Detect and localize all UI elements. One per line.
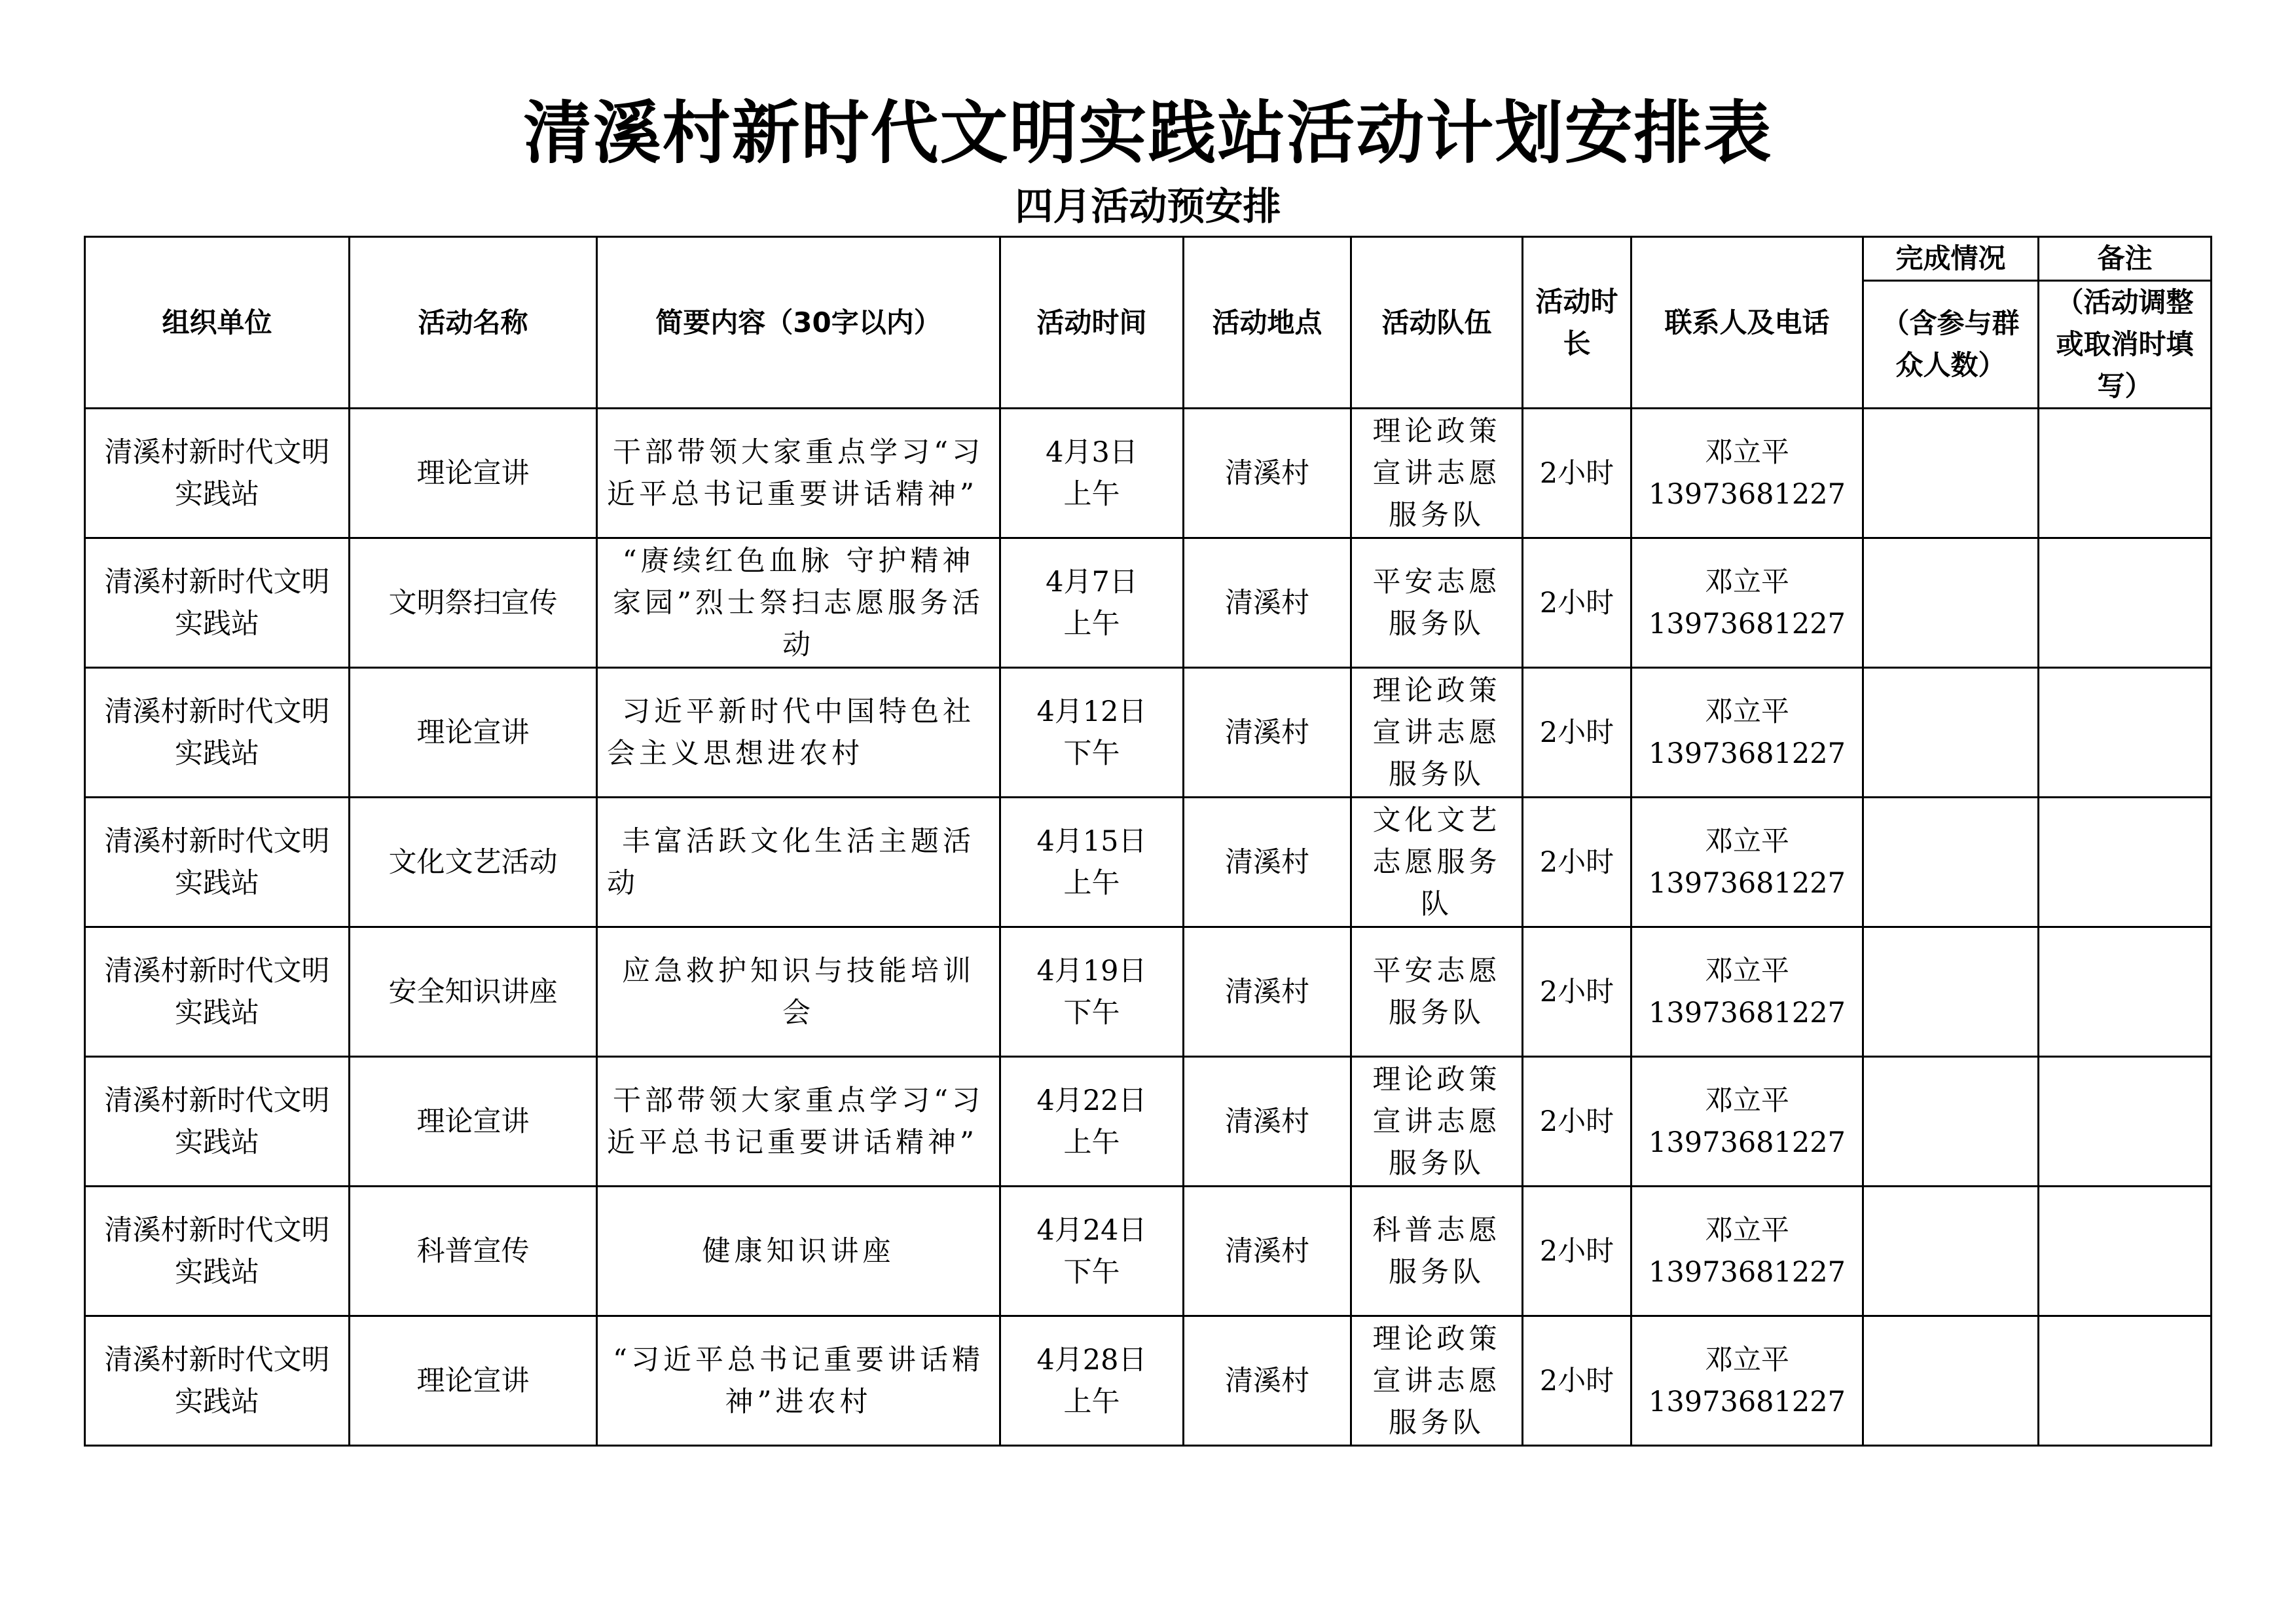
header-activity-name: 活动名称 bbox=[350, 237, 597, 409]
header-remark-title: 备注 bbox=[2039, 237, 2212, 281]
time-date: 4月7日 bbox=[1046, 565, 1138, 599]
contact-phone: 13973681227 bbox=[1649, 1126, 1846, 1159]
cell-place: 清溪村 bbox=[1184, 668, 1351, 798]
contact-name: 邓立平 bbox=[1705, 435, 1789, 469]
time-period: 下午 bbox=[1063, 996, 1120, 1029]
header-duration: 活动时长 bbox=[1523, 237, 1631, 409]
cell-content: 应急救护知识与技能培训会 bbox=[597, 927, 1000, 1057]
cell-activity-name: 文明祭扫宣传 bbox=[350, 538, 597, 668]
cell-remark bbox=[2039, 798, 2212, 927]
contact-name: 邓立平 bbox=[1705, 954, 1789, 987]
contact-name: 邓立平 bbox=[1705, 1084, 1789, 1117]
cell-org: 清溪村新时代文明实践站 bbox=[85, 1057, 350, 1187]
cell-org: 清溪村新时代文明实践站 bbox=[85, 927, 350, 1057]
cell-contact bbox=[1631, 538, 1863, 668]
table-row bbox=[85, 1187, 2212, 1316]
table-row bbox=[85, 798, 2212, 927]
time-date: 4月28日 bbox=[1036, 1343, 1147, 1376]
cell-contact bbox=[1631, 1187, 1863, 1316]
cell-contact bbox=[1631, 409, 1863, 538]
cell-duration: 2小时 bbox=[1523, 798, 1631, 927]
cell-content: 丰富活跃文化生活主题活动 bbox=[597, 798, 1000, 927]
cell-time bbox=[1000, 927, 1184, 1057]
cell-team: 科普志愿服务队 bbox=[1351, 1187, 1523, 1316]
cell-place: 清溪村 bbox=[1184, 409, 1351, 538]
time-period: 下午 bbox=[1063, 1255, 1120, 1289]
cell-completion bbox=[1863, 1057, 2039, 1187]
contact-phone: 13973681227 bbox=[1649, 477, 1846, 511]
time-period: 上午 bbox=[1063, 1126, 1120, 1159]
cell-completion bbox=[1863, 538, 2039, 668]
cell-org: 清溪村新时代文明实践站 bbox=[85, 1316, 350, 1446]
contact-name: 邓立平 bbox=[1705, 1213, 1789, 1247]
contact-name: 邓立平 bbox=[1705, 565, 1789, 599]
cell-contact bbox=[1631, 668, 1863, 798]
cell-completion bbox=[1863, 798, 2039, 927]
cell-contact bbox=[1631, 1057, 1863, 1187]
cell-team: 平安志愿服务队 bbox=[1351, 927, 1523, 1057]
cell-contact bbox=[1631, 927, 1863, 1057]
cell-time bbox=[1000, 409, 1184, 538]
header-contact: 联系人及电话 bbox=[1631, 237, 1863, 409]
contact-phone: 13973681227 bbox=[1649, 1255, 1846, 1289]
cell-org: 清溪村新时代文明实践站 bbox=[85, 798, 350, 927]
header-completion-title: 完成情况 bbox=[1863, 237, 2039, 281]
contact-phone: 13973681227 bbox=[1649, 607, 1846, 640]
cell-content: 干部带领大家重点学习“习近平总书记重要讲话精神” bbox=[597, 1057, 1000, 1187]
cell-activity-name: 安全知识讲座 bbox=[350, 927, 597, 1057]
cell-place: 清溪村 bbox=[1184, 927, 1351, 1057]
table-row bbox=[85, 668, 2212, 798]
cell-activity-name: 理论宣讲 bbox=[350, 668, 597, 798]
header-remark-note: （活动调整或取消时填写） bbox=[2039, 281, 2212, 409]
table-row bbox=[85, 409, 2212, 538]
cell-activity-name: 理论宣讲 bbox=[350, 409, 597, 538]
cell-time bbox=[1000, 1187, 1184, 1316]
header-completion-note: （含参与群众人数） bbox=[1863, 281, 2039, 409]
time-period: 上午 bbox=[1063, 1385, 1120, 1418]
cell-remark bbox=[2039, 1316, 2212, 1446]
cell-team: 理论政策宣讲志愿服务队 bbox=[1351, 409, 1523, 538]
cell-time bbox=[1000, 668, 1184, 798]
cell-content: “习近平总书记重要讲话精神”进农村 bbox=[597, 1316, 1000, 1446]
cell-completion bbox=[1863, 1316, 2039, 1446]
cell-time bbox=[1000, 538, 1184, 668]
cell-remark bbox=[2039, 668, 2212, 798]
contact-phone: 13973681227 bbox=[1649, 1385, 1846, 1418]
time-date: 4月24日 bbox=[1036, 1213, 1147, 1247]
cell-duration: 2小时 bbox=[1523, 1316, 1631, 1446]
table-body bbox=[85, 409, 2212, 1446]
cell-org: 清溪村新时代文明实践站 bbox=[85, 538, 350, 668]
cell-time bbox=[1000, 798, 1184, 927]
time-date: 4月22日 bbox=[1036, 1084, 1147, 1117]
cell-remark bbox=[2039, 538, 2212, 668]
cell-time bbox=[1000, 1316, 1184, 1446]
cell-time bbox=[1000, 1057, 1184, 1187]
cell-duration: 2小时 bbox=[1523, 668, 1631, 798]
header-content: 简要内容（30字以内） bbox=[597, 237, 1000, 409]
cell-contact bbox=[1631, 798, 1863, 927]
cell-org: 清溪村新时代文明实践站 bbox=[85, 1187, 350, 1316]
document-subtitle: 四月活动预安排 bbox=[1015, 184, 1281, 229]
cell-completion bbox=[1863, 668, 2039, 798]
header-place: 活动地点 bbox=[1184, 237, 1351, 409]
cell-place: 清溪村 bbox=[1184, 1057, 1351, 1187]
cell-content: 干部带领大家重点学习“习近平总书记重要讲话精神” bbox=[597, 409, 1000, 538]
time-date: 4月19日 bbox=[1036, 954, 1147, 987]
cell-remark bbox=[2039, 1187, 2212, 1316]
cell-activity-name: 理论宣讲 bbox=[350, 1316, 597, 1446]
cell-place: 清溪村 bbox=[1184, 538, 1351, 668]
time-date: 4月15日 bbox=[1036, 824, 1147, 858]
time-period: 上午 bbox=[1063, 866, 1120, 900]
cell-team: 理论政策宣讲志愿服务队 bbox=[1351, 668, 1523, 798]
cell-content: 习近平新时代中国特色社会主义思想进农村 bbox=[597, 668, 1000, 798]
cell-duration: 2小时 bbox=[1523, 1187, 1631, 1316]
table-row bbox=[85, 1316, 2212, 1446]
cell-completion bbox=[1863, 927, 2039, 1057]
cell-org: 清溪村新时代文明实践站 bbox=[85, 668, 350, 798]
cell-content: “赓续红色血脉 守护精神家园”烈士祭扫志愿服务活动 bbox=[597, 538, 1000, 668]
contact-name: 邓立平 bbox=[1705, 1343, 1789, 1376]
header-team: 活动队伍 bbox=[1351, 237, 1523, 409]
table-row bbox=[85, 1057, 2212, 1187]
cell-team: 理论政策宣讲志愿服务队 bbox=[1351, 1316, 1523, 1446]
cell-completion bbox=[1863, 409, 2039, 538]
table-row bbox=[85, 927, 2212, 1057]
cell-team: 理论政策宣讲志愿服务队 bbox=[1351, 1057, 1523, 1187]
cell-team: 文化文艺志愿服务队 bbox=[1351, 798, 1523, 927]
time-period: 上午 bbox=[1063, 607, 1120, 640]
table-row bbox=[85, 538, 2212, 668]
cell-remark bbox=[2039, 1057, 2212, 1187]
cell-activity-name: 文化文艺活动 bbox=[350, 798, 597, 927]
cell-remark bbox=[2039, 409, 2212, 538]
cell-contact bbox=[1631, 1316, 1863, 1446]
cell-duration: 2小时 bbox=[1523, 927, 1631, 1057]
header-org: 组织单位 bbox=[85, 237, 350, 409]
cell-place: 清溪村 bbox=[1184, 798, 1351, 927]
cell-team: 平安志愿服务队 bbox=[1351, 538, 1523, 668]
contact-name: 邓立平 bbox=[1705, 695, 1789, 728]
cell-content: 健康知识讲座 bbox=[597, 1187, 1000, 1316]
document-title: 清溪村新时代文明实践站活动计划安排表 bbox=[523, 93, 1773, 173]
cell-duration: 2小时 bbox=[1523, 409, 1631, 538]
cell-place: 清溪村 bbox=[1184, 1316, 1351, 1446]
cell-activity-name: 理论宣讲 bbox=[350, 1057, 597, 1187]
activity-plan-table bbox=[84, 236, 2212, 1447]
cell-place: 清溪村 bbox=[1184, 1187, 1351, 1316]
contact-name: 邓立平 bbox=[1705, 824, 1789, 858]
time-date: 4月12日 bbox=[1036, 695, 1147, 728]
contact-phone: 13973681227 bbox=[1649, 996, 1846, 1029]
cell-activity-name: 科普宣传 bbox=[350, 1187, 597, 1316]
contact-phone: 13973681227 bbox=[1649, 866, 1846, 900]
cell-duration: 2小时 bbox=[1523, 1057, 1631, 1187]
cell-remark bbox=[2039, 927, 2212, 1057]
contact-phone: 13973681227 bbox=[1649, 737, 1846, 770]
cell-org: 清溪村新时代文明实践站 bbox=[85, 409, 350, 538]
table-header-row bbox=[85, 237, 2212, 281]
time-period: 下午 bbox=[1063, 737, 1120, 770]
time-period: 上午 bbox=[1063, 477, 1120, 511]
time-date: 4月3日 bbox=[1046, 435, 1138, 469]
cell-completion bbox=[1863, 1187, 2039, 1316]
header-time: 活动时间 bbox=[1000, 237, 1184, 409]
cell-duration: 2小时 bbox=[1523, 538, 1631, 668]
